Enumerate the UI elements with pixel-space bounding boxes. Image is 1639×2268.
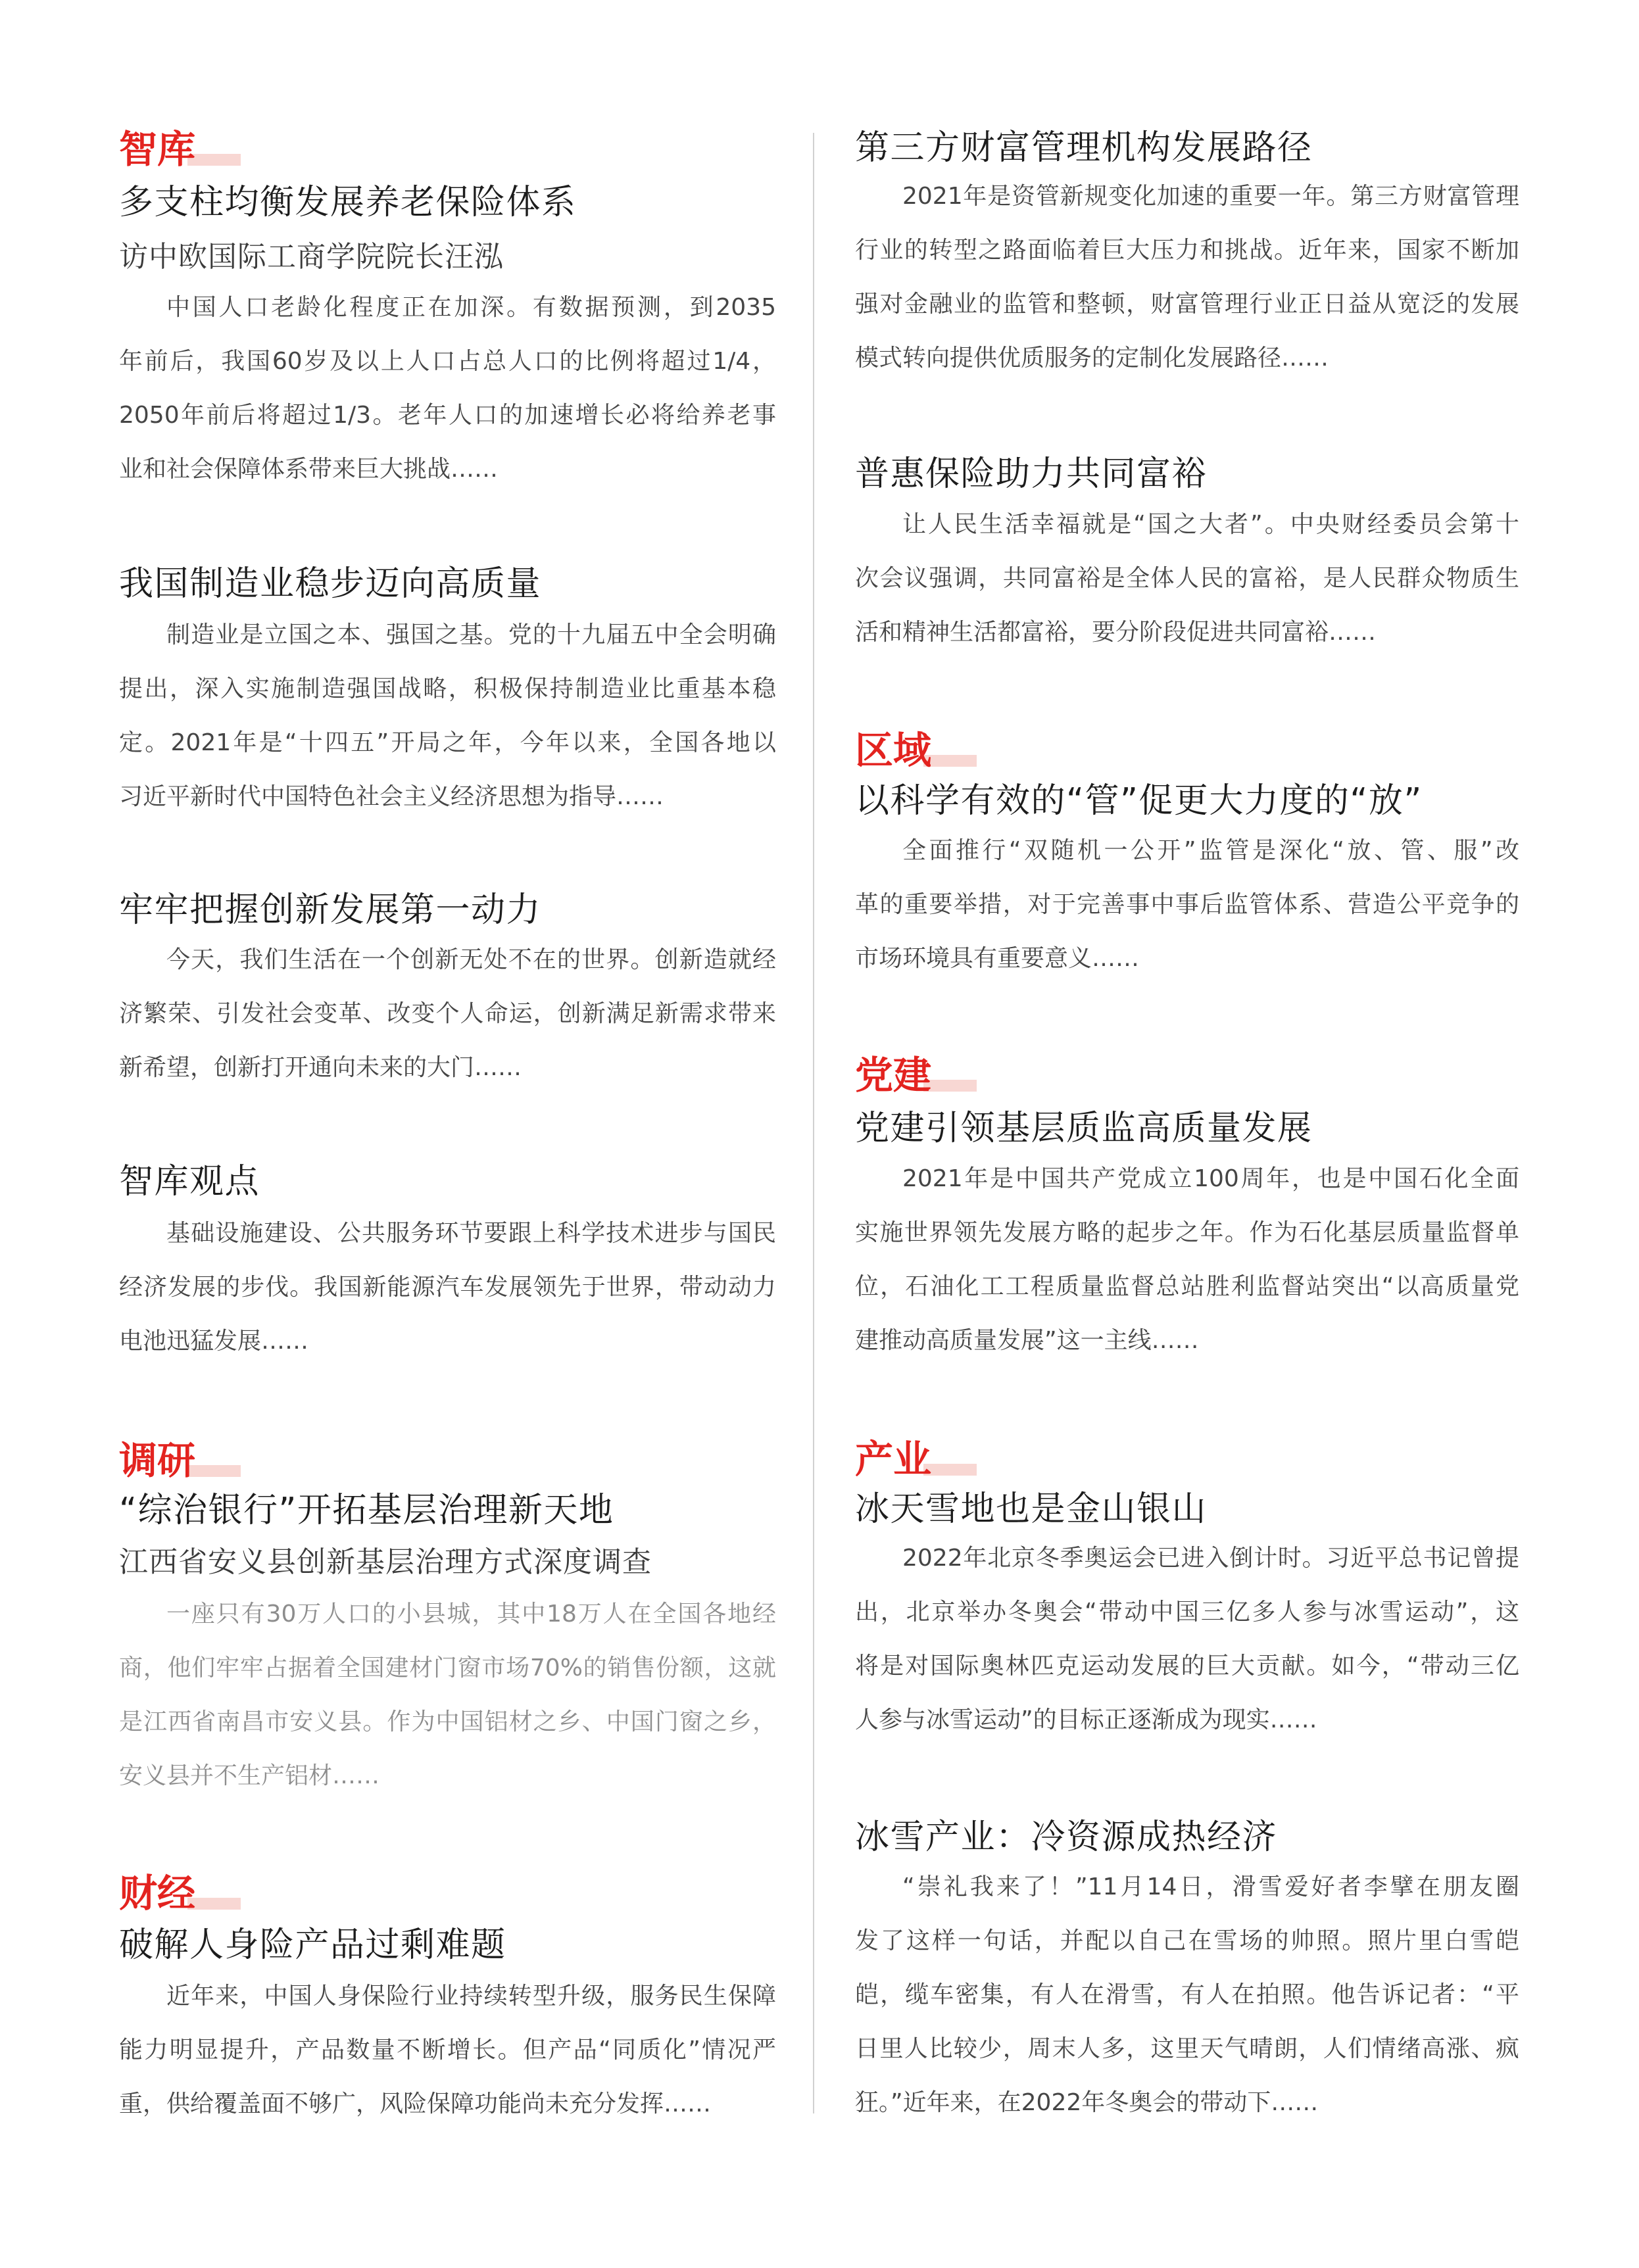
summary-line: “崇礼我来了！”11月14日，滑雪爱好者李擘在朋友圈: [902, 1873, 1519, 1900]
section-label-text: 财经: [119, 1871, 196, 1916]
section-label-research: [119, 1438, 251, 1483]
article-title: 冰雪产业：冷资源成热经济: [855, 1818, 1278, 1857]
article-title: 以科学有效的“管”促更大力度的“放”: [855, 781, 1423, 821]
article-title: 冰天雪地也是金山银山: [855, 1489, 1208, 1529]
article-subtitle: 访中欧国际工商学院院长汪泓: [119, 240, 504, 274]
section-label-text: 产业: [855, 1437, 932, 1482]
summary-line: 让人民生活幸福就是“国之大者”。中央财经委员会第十: [902, 511, 1519, 538]
summary-line: 强对金融业的监管和整顿，财富管理行业正日益从宽泛的发展: [855, 291, 1519, 318]
summary-line: 是江西省南昌市安义县。作为中国铝材之乡、中国门窗之乡，: [119, 1708, 776, 1735]
summary-line: 中国人口老龄化程度正在加深。有数据预测，到2035: [166, 294, 776, 321]
summary-line: 模式转向提供优质服务的定制化发展路径……: [855, 345, 1329, 372]
article-summary: [855, 170, 1519, 385]
section-label-text: 调研: [119, 1438, 196, 1483]
article-summary: [119, 281, 776, 496]
section-label-text: 党建: [855, 1053, 932, 1098]
section-label-bar: [187, 1898, 241, 1910]
article-title: 破解人身险产品过剩难题: [119, 1925, 506, 1965]
summary-line: 市场环境具有重要意义……: [855, 945, 1140, 972]
summary-line: 2050年前后将超过1/3。老年人口的加速增长必将给养老事: [119, 402, 776, 429]
summary-line: 安义县并不生产铝材……: [119, 1762, 380, 1789]
section-label-bar: [923, 1464, 977, 1476]
article-title: “综治银行”开拓基层治理新天地: [119, 1491, 614, 1530]
summary-line: 出，北京举办冬奥会“带动中国三亿多人参与冰雪运动”，这: [855, 1599, 1519, 1626]
summary-line: 电池迅猛发展……: [119, 1328, 309, 1355]
summary-line: 将是对国际奥林匹克运动发展的巨大贡献。如今，“带动三亿: [855, 1653, 1519, 1679]
article-title: 牢牢把握创新发展第一动力: [119, 890, 542, 930]
summary-line: 基础设施建设、公共服务环节要跟上科学技术进步与国民: [166, 1220, 776, 1247]
summary-line: 发了这样一句话，并配以自己在雪场的帅照。照片里白雪皑: [855, 1927, 1519, 1954]
article-summary: [119, 1969, 776, 2131]
section-label-text: 区域: [855, 728, 932, 773]
summary-line: 习近平新时代中国特色社会主义经济思想为指导……: [119, 783, 664, 810]
section-label-bar: [923, 755, 977, 767]
summary-line: 实施世界领先发展方略的起步之年。作为石化基层质量监督单: [855, 1219, 1519, 1246]
summary-line: 济繁荣、引发社会变革、改变个人命运，创新满足新需求带来: [119, 1000, 776, 1027]
summary-line: 位，石油化工工程质量监督总站胜利监督站突出“以高质量党: [855, 1273, 1519, 1300]
section-label-text: 智库: [119, 127, 196, 172]
article-summary: [119, 933, 776, 1095]
section-label-think-tank: [119, 127, 251, 172]
summary-line: 2021年是中国共产党成立100周年，也是中国石化全面: [902, 1165, 1519, 1192]
summary-line: 一座只有30万人口的小县城，其中18万人在全国各地经: [166, 1601, 776, 1628]
summary-line: 狂。”近年来，在2022年冬奥会的带动下……: [855, 2089, 1319, 2116]
section-label-region: [855, 728, 987, 773]
article-summary: [119, 1207, 776, 1368]
article-summary: [119, 1587, 776, 1803]
article-title: 第三方财富管理机构发展路径: [855, 128, 1313, 168]
section-label-bar: [187, 154, 241, 166]
summary-line: 商，他们牢牢占据着全国建材门窗市场70%的销售份额，这就: [119, 1654, 776, 1681]
summary-line: 日里人比较少，周末人多，这里天气晴朗，人们情绪高涨、疯: [855, 2035, 1519, 2062]
summary-line: 革的重要举措，对于完善事中事后监管体系、营造公平竞争的: [855, 891, 1519, 918]
section-label-party-building: [855, 1053, 987, 1098]
summary-line: 活和精神生活都富裕，要分阶段促进共同富裕……: [855, 619, 1377, 646]
article-title: 我国制造业稳步迈向高质量: [119, 564, 542, 604]
summary-line: 建推动高质量发展”这一主线……: [855, 1327, 1199, 1354]
article-summary: [855, 1860, 1519, 2130]
article-title: 党建引领基层质监高质量发展: [855, 1109, 1313, 1148]
summary-line: 定。2021年是“十四五”开局之年，今年以来，全国各地以: [119, 729, 776, 756]
summary-line: 近年来，中国人身保险行业持续转型升级，服务民生保障: [166, 1983, 776, 2010]
summary-line: 次会议强调，共同富裕是全体人民的富裕，是人民群众物质生: [855, 565, 1519, 592]
summary-line: 重，供给覆盖面不够广，风险保障功能尚未充分发挥……: [119, 2090, 712, 2117]
article-summary: [855, 498, 1519, 660]
summary-line: 全面推行“双随机一公开”监管是深化“放、管、服”改: [902, 837, 1519, 864]
summary-line: 制造业是立国之本、强国之基。党的十九届五中全会明确: [166, 621, 776, 648]
article-title: 多支柱均衡发展养老保险体系: [119, 183, 577, 222]
summary-line: 新希望，创新打开通向未来的大门……: [119, 1054, 522, 1081]
article-summary: [855, 1532, 1519, 1747]
summary-line: 业和社会保障体系带来巨大挑战……: [119, 456, 499, 483]
summary-line: 人参与冰雪运动”的目标正逐渐成为现实……: [855, 1706, 1317, 1733]
article-summary: [855, 824, 1519, 986]
summary-line: 提出，深入实施制造强国战略，积极保持制造业比重基本稳: [119, 675, 776, 702]
summary-line: 皑，缆车密集，有人在滑雪，有人在拍照。他告诉记者：“平: [855, 1981, 1519, 2008]
section-label-finance: [119, 1871, 251, 1916]
article-title: 普惠保险助力共同富裕: [855, 454, 1208, 494]
column-divider: [813, 133, 814, 2113]
summary-line: 年前后，我国60岁及以上人口占总人口的比例将超过1/4，: [119, 348, 776, 375]
summary-line: 能力明显提升，产品数量不断增长。但产品“同质化”情况严: [119, 2037, 776, 2063]
article-title: 智库观点: [119, 1162, 260, 1201]
article-summary: [119, 608, 776, 824]
section-label-bar: [187, 1465, 241, 1477]
summary-line: 经济发展的步伐。我国新能源汽车发展领先于世界，带动动力: [119, 1274, 776, 1301]
section-label-industry: [855, 1437, 987, 1482]
article-summary: [855, 1152, 1519, 1368]
summary-line: 今天，我们生活在一个创新无处不在的世界。创新造就经: [166, 946, 776, 973]
summary-line: 2022年北京冬季奥运会已进入倒计时。习近平总书记曾提: [902, 1545, 1519, 1572]
summary-line: 行业的转型之路面临着巨大压力和挑战。近年来，国家不断加: [855, 237, 1519, 264]
article-subtitle: 江西省安义县创新基层治理方式深度调查: [119, 1545, 652, 1579]
section-label-bar: [923, 1080, 977, 1092]
summary-line: 2021年是资管新规变化加速的重要一年。第三方财富管理: [902, 183, 1519, 210]
